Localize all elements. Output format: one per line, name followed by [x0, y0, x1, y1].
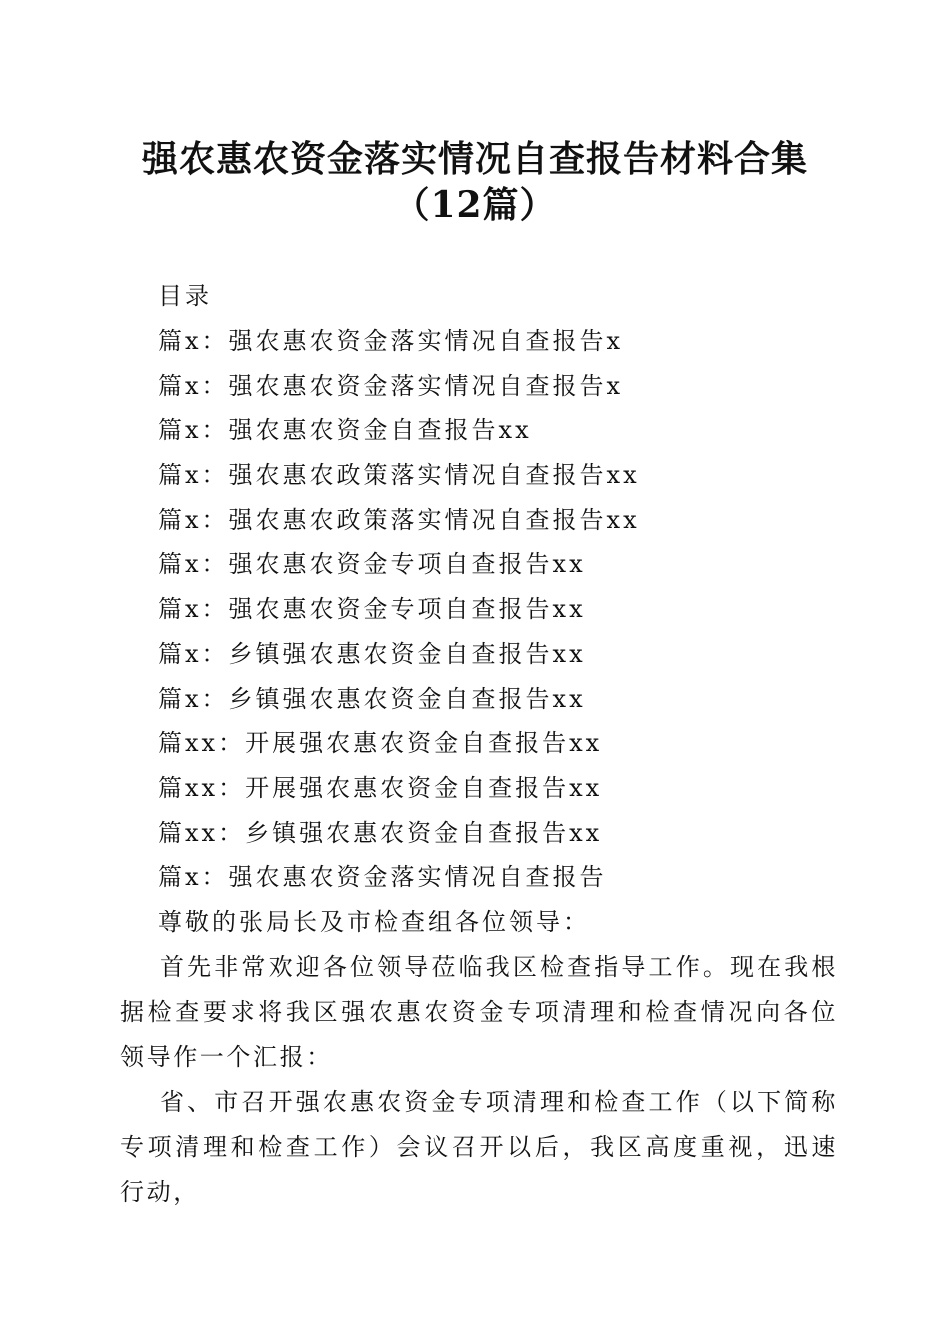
- toc-item: 篇x：乡镇强农惠农资金自查报告xx: [158, 639, 586, 668]
- toc-heading: 目录: [158, 282, 212, 310]
- toc-item: 篇x：强农惠农资金专项自查报告xx: [158, 595, 586, 624]
- toc-item: 篇xx：开展强农惠农资金自查报告xx: [158, 773, 603, 802]
- toc-item: 篇x：强农惠农资金落实情况自查报告: [158, 863, 607, 892]
- toc-item: 篇x：乡镇强农惠农资金自查报告xx: [158, 684, 586, 713]
- table-of-contents: [158, 325, 640, 906]
- body-paragraph: 省、市召开强农惠农资金专项清理和检查工作（以下简称专项清理和检查工作）会议召开以后，我区高度重视，迅速行动，: [120, 1088, 838, 1206]
- toc-item: 篇x：强农惠农资金落实情况自查报告x: [158, 327, 624, 355]
- toc-item: 篇xx：乡镇强农惠农资金自查报告xx: [158, 818, 603, 847]
- toc-item: 篇x：强农惠农政策落实情况自查报告xx: [158, 461, 640, 490]
- document-title: 强农惠农资金落实情况自查报告材料合集（12篇）: [141, 138, 808, 226]
- body-paragraph: 首先非常欢迎各位领导莅临我区检查指导工作。现在我根据检查要求将我区强农惠农资金专项清理和检查情况向各位领导作一个汇报：: [120, 953, 838, 1071]
- toc-item: 篇x：强农惠农资金落实情况自查报告x: [158, 371, 624, 400]
- toc-item: 篇x：强农惠农政策落实情况自查报告xx: [158, 505, 640, 534]
- toc-item: 篇x：强农惠农资金专项自查报告xx: [158, 550, 586, 579]
- toc-item: 篇x：强农惠农资金自查报告xx: [158, 416, 532, 445]
- salutation: 尊敬的张局长及市检查组各位领导：: [158, 908, 590, 936]
- toc-item: 篇xx：开展强农惠农资金自查报告xx: [158, 729, 603, 758]
